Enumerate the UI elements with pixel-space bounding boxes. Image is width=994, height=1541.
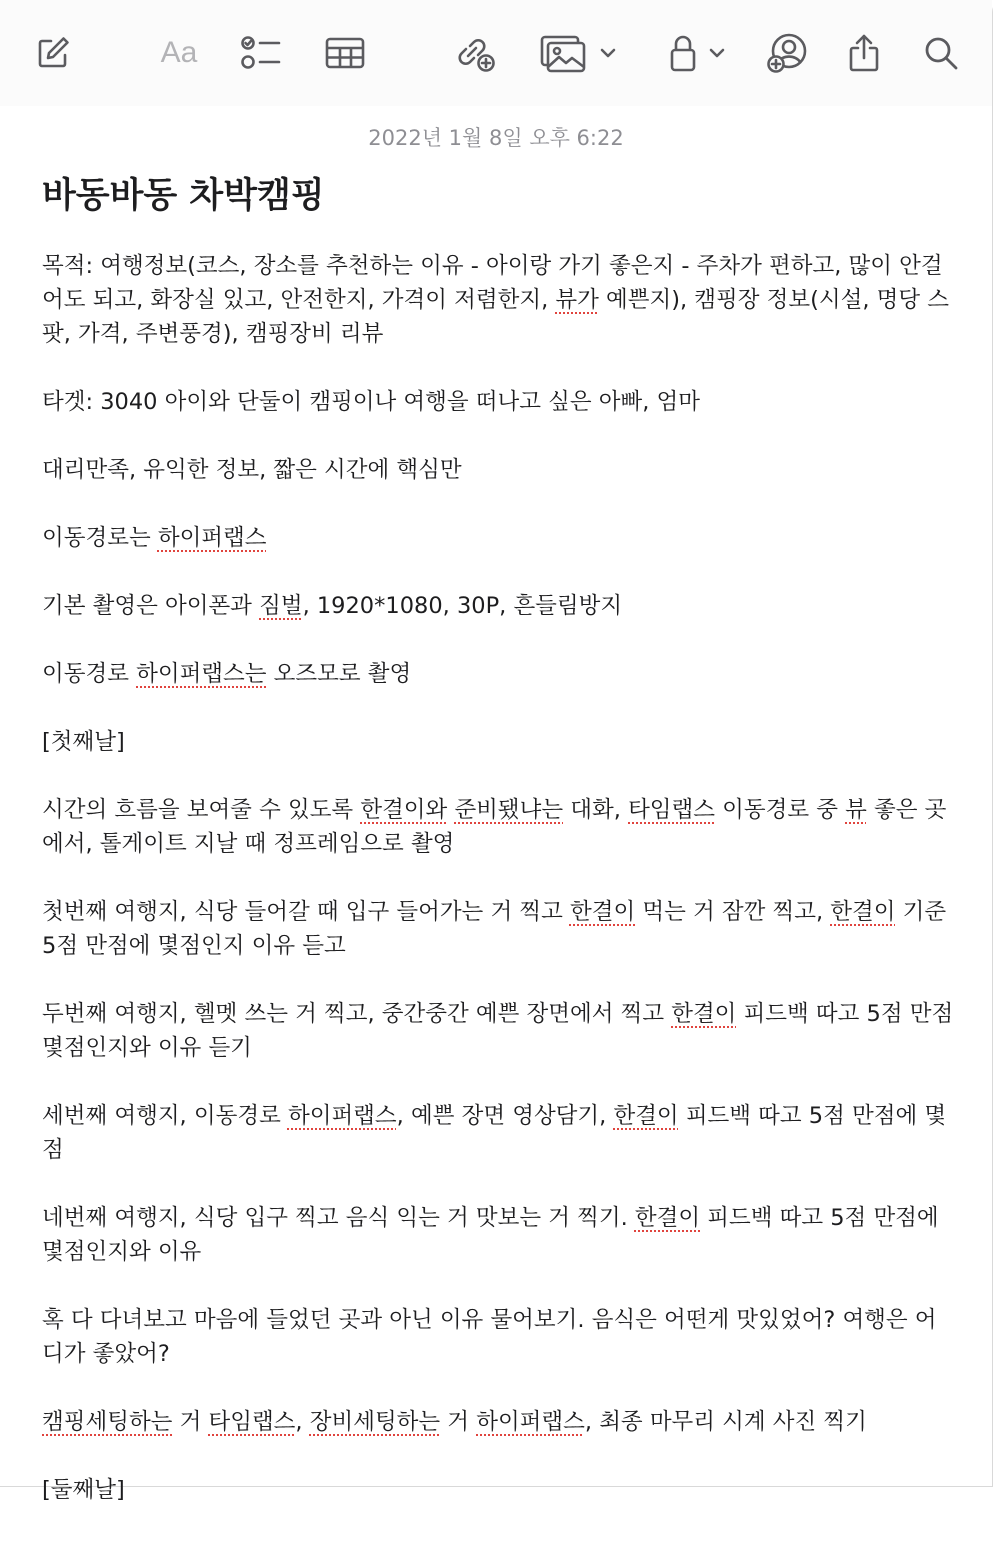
- collaborate-button[interactable]: [764, 30, 810, 76]
- note-paragraph[interactable]: [42, 589, 957, 623]
- misspelled-word: 타임랩스: [628, 797, 716, 823]
- text-segment: 대화,: [563, 797, 629, 823]
- text-segment: 거: [440, 1409, 477, 1435]
- text-segment: [둘째날]: [42, 1477, 125, 1503]
- toolbar: [0, 0, 992, 106]
- chevron-down-icon: [599, 47, 617, 59]
- misspelled-word: 한결이: [830, 899, 896, 925]
- misspelled-word: 하이퍼랩스: [157, 525, 267, 551]
- note-timestamp: 2022년 1월 8일 오후 6:22: [368, 126, 624, 150]
- misspelled-word: 타임랩스: [208, 1409, 296, 1435]
- text-segment: 이동경로는: [42, 525, 158, 551]
- note-paragraph[interactable]: [42, 1303, 957, 1371]
- text-segment: 오즈모로 촬영: [266, 661, 412, 687]
- misspelled-word: 한결이: [634, 1205, 701, 1231]
- text-segment: [첫째날]: [42, 729, 125, 755]
- search-button[interactable]: [920, 30, 962, 76]
- note-paragraph[interactable]: [42, 895, 957, 963]
- note-editor[interactable]: [0, 106, 992, 1503]
- text-segment: 기본 촬영은 아이폰과: [42, 593, 260, 619]
- compose-button[interactable]: [32, 30, 74, 76]
- text-segment: 타겟: 3040 아이와 단둘이 캠핑이나 여행을 떠나고 싶은 아빠, 엄마: [42, 389, 701, 415]
- text-segment: 거: [172, 1409, 209, 1435]
- share-button[interactable]: [842, 30, 886, 76]
- text-segment: 첫번째 여행지, 식당 들어갈 때 입구 들어가는 거 찍고: [42, 899, 570, 925]
- search-icon: [922, 34, 960, 72]
- chevron-down-icon: [708, 47, 726, 59]
- media-button[interactable]: [536, 30, 620, 76]
- text-segment: 이동경로 중: [715, 797, 846, 823]
- add-link-button[interactable]: [450, 30, 500, 76]
- text-segment: 시간의 흐름을 보여줄 수 있도록: [42, 797, 361, 823]
- text-segment: 좋은 곳에서, 톨게이트 지날 때 정프레임으로 촬영: [42, 797, 947, 857]
- text-segment: 먹는 거 잠깐 찍고,: [635, 899, 831, 925]
- misspelled-word: 하이퍼랩스는: [136, 661, 267, 687]
- note-paragraph[interactable]: [42, 453, 957, 487]
- note-paragraph[interactable]: [42, 1473, 957, 1507]
- text-segment: 혹 다 다녀보고 마음에 들었던 곳과 아닌 이유 물어보기. 음식은 어떤게 맛있었어? 여행은 어디가 좋았어?: [42, 1307, 937, 1367]
- note-body[interactable]: [42, 249, 957, 1541]
- note-paragraph[interactable]: [42, 249, 957, 351]
- text-segment: 피드백 따고 5점 만점에 몇점인지와 이유: [42, 1205, 939, 1265]
- format-text-icon: Aa: [160, 36, 198, 69]
- misspelled-word: 뷰가: [555, 287, 599, 313]
- share-icon: [846, 32, 882, 74]
- misspelled-word: 한결이: [569, 899, 636, 925]
- text-segment: ,: [295, 1409, 310, 1435]
- note-paragraph[interactable]: [42, 657, 957, 691]
- note-paragraph[interactable]: [42, 385, 957, 419]
- misspelled-word: 장비세팅하는: [309, 1409, 441, 1435]
- note-paragraph[interactable]: [42, 997, 957, 1065]
- collaborate-icon: [765, 31, 809, 75]
- misspelled-word: 하이퍼랩스: [476, 1409, 585, 1435]
- misspelled-word: 짐벌: [259, 593, 303, 619]
- checklist-icon: [240, 35, 282, 71]
- lock-button[interactable]: [664, 30, 730, 76]
- note-paragraph[interactable]: [42, 1405, 957, 1439]
- text-segment: , 최종 마무리 시계 사진 찍기: [584, 1409, 867, 1435]
- text-segment: 네번째 여행지, 식당 입구 찍고 음식 익는 거 맛보는 거 찍기.: [42, 1205, 635, 1231]
- note-paragraph[interactable]: [42, 725, 957, 759]
- table-icon: [324, 36, 366, 70]
- text-segment: 기준 5점 만점에 몇점인지 이유 듣고: [42, 899, 947, 959]
- add-link-icon: [453, 32, 497, 74]
- text-segment: 예쁜지), 캠핑장 정보(시설, 명당 스팟, 가격, 주변풍경), 캠핑장비 리뷰: [42, 287, 950, 347]
- misspelled-word: 한결이: [671, 1001, 737, 1027]
- note-title[interactable]: 바동바동 차박캠핑: [42, 176, 325, 216]
- note-paragraph[interactable]: [42, 793, 957, 861]
- photo-icon: [539, 33, 587, 73]
- checklist-button[interactable]: [238, 30, 284, 76]
- lock-icon: [668, 33, 698, 73]
- text-segment: 피드백 따고 5점 만점에 몇점: [42, 1103, 947, 1163]
- table-button[interactable]: [322, 30, 368, 76]
- text-segment: 목적: 여행정보(코스, 장소를 추천하는 이유 - 아이랑 가기 좋은지 - 주차가 편하고, 많이 안걸어도 되고, 화장실 있고, 안전한지, 가격이 저렴한지,: [42, 253, 943, 313]
- text-segment: 두번째 여행지, 헬멧 쓰는 거 찍고, 중간중간 예쁜 장면에서 찍고: [42, 1001, 672, 1027]
- text-segment: 대리만족, 유익한 정보, 짧은 시간에 핵심만: [42, 457, 462, 483]
- misspelled-word: 한결이와: [360, 797, 448, 823]
- compose-icon: [35, 35, 71, 71]
- misspelled-word: 캠핑세팅하는: [42, 1409, 173, 1435]
- misspelled-word: 하이퍼랩스: [287, 1103, 397, 1129]
- text-segment: 이동경로: [42, 661, 137, 687]
- note-paragraph[interactable]: [42, 1201, 957, 1269]
- text-segment: , 1920*1080, 30P, 흔들림방지: [302, 593, 623, 619]
- format-button[interactable]: [154, 30, 204, 76]
- misspelled-word: 준비됐냐는: [454, 797, 564, 823]
- note-paragraph[interactable]: [42, 521, 957, 555]
- misspelled-word: 한결이: [613, 1103, 679, 1129]
- text-segment: , 예쁜 장면 영상담기,: [396, 1103, 614, 1129]
- misspelled-word: 뷰: [845, 797, 867, 823]
- text-segment: 피드백 따고 5점 만점 몇점인지와 이유 듣기: [42, 1001, 954, 1061]
- text-segment: 세번째 여행지, 이동경로: [42, 1103, 288, 1129]
- note-paragraph[interactable]: [42, 1099, 957, 1167]
